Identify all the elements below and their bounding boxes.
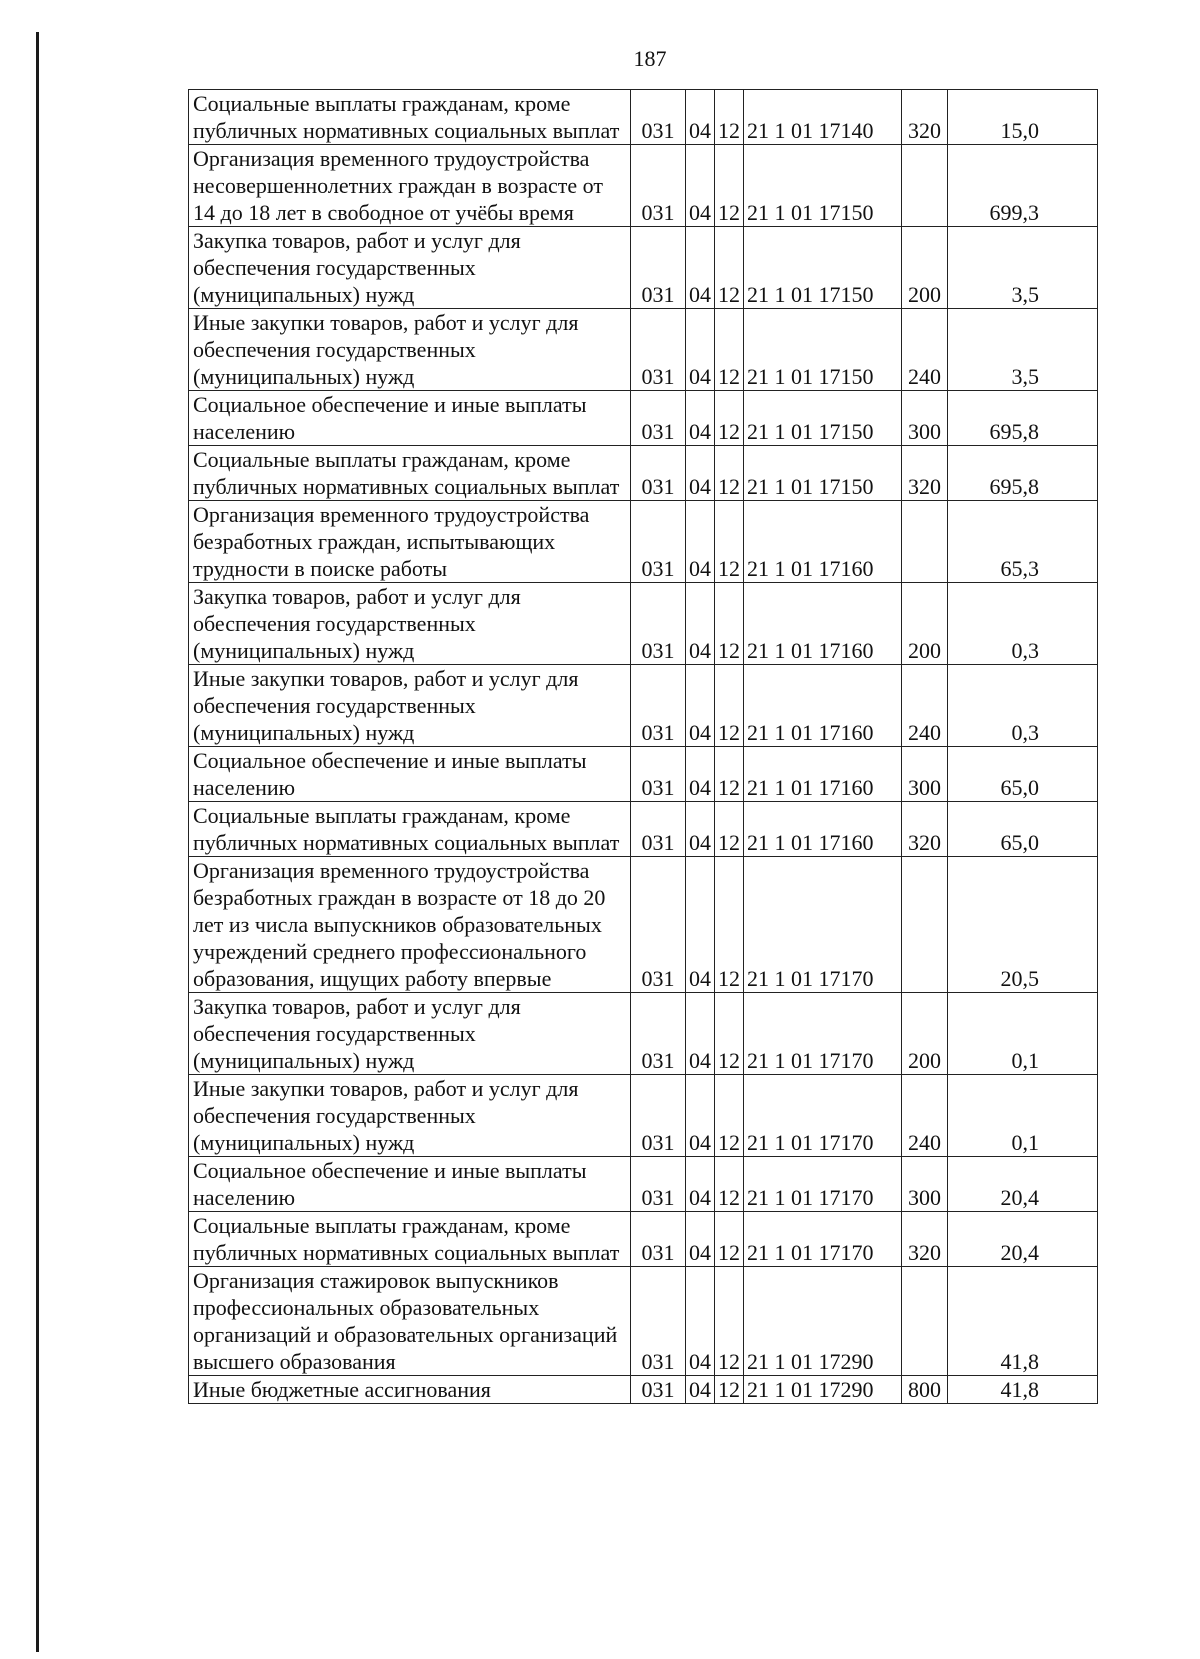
row-name: Организация временного трудоустройства несовершеннолетних граждан в возрасте от 14 до 18 лет в свободное от учёбы время <box>189 145 631 227</box>
table-row <box>189 391 1098 446</box>
row-rz: 04 <box>686 446 715 501</box>
row-name: Иные закупки товаров, работ и услуг для обеспечения государственных (муниципальных) нужд <box>189 309 631 391</box>
row-vr: 200 <box>902 993 948 1075</box>
row-sum: 20,4 <box>948 1212 1098 1267</box>
row-sum: 65,0 <box>948 747 1098 802</box>
row-ved: 031 <box>631 227 686 309</box>
row-rz: 04 <box>686 501 715 583</box>
row-pr: 12 <box>715 227 744 309</box>
row-csr: 21 1 01 17150 <box>744 227 902 309</box>
row-vr <box>902 1267 948 1376</box>
row-vr <box>902 145 948 227</box>
row-pr: 12 <box>715 90 744 145</box>
table-row <box>189 802 1098 857</box>
row-pr: 12 <box>715 145 744 227</box>
row-name: Закупка товаров, работ и услуг для обеспечения государственных (муниципальных) нужд <box>189 993 631 1075</box>
row-csr: 21 1 01 17170 <box>744 993 902 1075</box>
row-ved: 031 <box>631 1376 686 1404</box>
row-name: Иные закупки товаров, работ и услуг для обеспечения государственных (муниципальных) нужд <box>189 1075 631 1157</box>
row-rz: 04 <box>686 747 715 802</box>
row-vr: 320 <box>902 446 948 501</box>
row-rz: 04 <box>686 665 715 747</box>
row-csr: 21 1 01 17160 <box>744 747 902 802</box>
row-name: Социальные выплаты гражданам, кроме публичных нормативных социальных выплат <box>189 90 631 145</box>
table-row <box>189 446 1098 501</box>
row-rz: 04 <box>686 145 715 227</box>
row-vr: 320 <box>902 1212 948 1267</box>
row-ved: 031 <box>631 747 686 802</box>
row-pr: 12 <box>715 391 744 446</box>
row-vr: 800 <box>902 1376 948 1404</box>
left-margin-line <box>36 32 39 1652</box>
table-row <box>189 1157 1098 1212</box>
row-ved: 031 <box>631 583 686 665</box>
row-vr <box>902 501 948 583</box>
row-pr: 12 <box>715 857 744 993</box>
row-sum: 0,1 <box>948 1075 1098 1157</box>
row-sum: 695,8 <box>948 446 1098 501</box>
table-row <box>189 665 1098 747</box>
page-number: 187 <box>633 46 667 71</box>
row-rz: 04 <box>686 90 715 145</box>
row-pr: 12 <box>715 802 744 857</box>
row-name: Организация стажировок выпускников профессиональных образовательных организаций и образовательных организаций высшего образования <box>189 1267 631 1376</box>
row-vr: 200 <box>902 227 948 309</box>
row-sum: 0,3 <box>948 665 1098 747</box>
row-sum: 3,5 <box>948 309 1098 391</box>
row-rz: 04 <box>686 1267 715 1376</box>
row-pr: 12 <box>715 1376 744 1404</box>
row-pr: 12 <box>715 1212 744 1267</box>
table-row <box>189 1376 1098 1404</box>
row-name: Организация временного трудоустройства безработных граждан, испытывающих трудности в поиске работы <box>189 501 631 583</box>
row-csr: 21 1 01 17170 <box>744 857 902 993</box>
row-vr <box>902 857 948 993</box>
row-rz: 04 <box>686 857 715 993</box>
table-row <box>189 993 1098 1075</box>
row-ved: 031 <box>631 391 686 446</box>
row-pr: 12 <box>715 1267 744 1376</box>
row-ved: 031 <box>631 857 686 993</box>
row-ved: 031 <box>631 993 686 1075</box>
row-name: Иные бюджетные ассигнования <box>189 1376 631 1404</box>
row-csr: 21 1 01 17150 <box>744 391 902 446</box>
row-ved: 031 <box>631 309 686 391</box>
row-ved: 031 <box>631 1267 686 1376</box>
row-pr: 12 <box>715 1157 744 1212</box>
table-row <box>189 583 1098 665</box>
row-ved: 031 <box>631 665 686 747</box>
table-row <box>189 90 1098 145</box>
row-sum: 15,0 <box>948 90 1098 145</box>
row-rz: 04 <box>686 391 715 446</box>
row-csr: 21 1 01 17150 <box>744 145 902 227</box>
row-vr: 240 <box>902 1075 948 1157</box>
row-sum: 20,4 <box>948 1157 1098 1212</box>
row-vr: 300 <box>902 391 948 446</box>
row-vr: 300 <box>902 747 948 802</box>
row-rz: 04 <box>686 993 715 1075</box>
row-sum: 0,1 <box>948 993 1098 1075</box>
row-sum: 65,0 <box>948 802 1098 857</box>
budget-table <box>188 89 1098 1404</box>
row-sum: 699,3 <box>948 145 1098 227</box>
row-ved: 031 <box>631 1212 686 1267</box>
row-vr: 320 <box>902 802 948 857</box>
row-pr: 12 <box>715 501 744 583</box>
row-rz: 04 <box>686 1157 715 1212</box>
row-sum: 3,5 <box>948 227 1098 309</box>
row-pr: 12 <box>715 446 744 501</box>
row-name: Социальные выплаты гражданам, кроме публичных нормативных социальных выплат <box>189 1212 631 1267</box>
row-rz: 04 <box>686 309 715 391</box>
row-ved: 031 <box>631 145 686 227</box>
row-sum: 65,3 <box>948 501 1098 583</box>
row-csr: 21 1 01 17140 <box>744 90 902 145</box>
row-name: Социальное обеспечение и иные выплаты населению <box>189 391 631 446</box>
row-sum: 41,8 <box>948 1376 1098 1404</box>
table-row <box>189 501 1098 583</box>
row-csr: 21 1 01 17160 <box>744 501 902 583</box>
row-pr: 12 <box>715 1075 744 1157</box>
row-name: Закупка товаров, работ и услуг для обеспечения государственных (муниципальных) нужд <box>189 583 631 665</box>
row-pr: 12 <box>715 747 744 802</box>
table-row <box>189 309 1098 391</box>
row-vr: 300 <box>902 1157 948 1212</box>
table-row <box>189 747 1098 802</box>
row-ved: 031 <box>631 1075 686 1157</box>
row-sum: 0,3 <box>948 583 1098 665</box>
row-csr: 21 1 01 17170 <box>744 1075 902 1157</box>
row-csr: 21 1 01 17170 <box>744 1212 902 1267</box>
row-csr: 21 1 01 17160 <box>744 665 902 747</box>
row-vr: 320 <box>902 90 948 145</box>
row-ved: 031 <box>631 501 686 583</box>
row-ved: 031 <box>631 90 686 145</box>
table-row <box>189 857 1098 993</box>
row-csr: 21 1 01 17160 <box>744 583 902 665</box>
row-vr: 200 <box>902 583 948 665</box>
row-rz: 04 <box>686 1376 715 1404</box>
row-csr: 21 1 01 17150 <box>744 309 902 391</box>
row-pr: 12 <box>715 665 744 747</box>
row-name: Социальное обеспечение и иные выплаты населению <box>189 747 631 802</box>
row-ved: 031 <box>631 1157 686 1212</box>
row-csr: 21 1 01 17160 <box>744 802 902 857</box>
row-vr: 240 <box>902 309 948 391</box>
row-ved: 031 <box>631 446 686 501</box>
row-pr: 12 <box>715 309 744 391</box>
row-csr: 21 1 01 17170 <box>744 1157 902 1212</box>
row-rz: 04 <box>686 1212 715 1267</box>
row-csr: 21 1 01 17290 <box>744 1376 902 1404</box>
row-name: Социальное обеспечение и иные выплаты населению <box>189 1157 631 1212</box>
table-row <box>189 145 1098 227</box>
row-pr: 12 <box>715 993 744 1075</box>
row-sum: 20,5 <box>948 857 1098 993</box>
row-ved: 031 <box>631 802 686 857</box>
row-name: Иные закупки товаров, работ и услуг для обеспечения государственных (муниципальных) нужд <box>189 665 631 747</box>
row-name: Социальные выплаты гражданам, кроме публичных нормативных социальных выплат <box>189 446 631 501</box>
row-name: Социальные выплаты гражданам, кроме публичных нормативных социальных выплат <box>189 802 631 857</box>
table-body <box>189 90 1098 1404</box>
row-rz: 04 <box>686 227 715 309</box>
table-row <box>189 1212 1098 1267</box>
row-rz: 04 <box>686 583 715 665</box>
table-row <box>189 1267 1098 1376</box>
row-name: Закупка товаров, работ и услуг для обеспечения государственных (муниципальных) нужд <box>189 227 631 309</box>
row-csr: 21 1 01 17290 <box>744 1267 902 1376</box>
table-row <box>189 1075 1098 1157</box>
row-rz: 04 <box>686 1075 715 1157</box>
row-sum: 41,8 <box>948 1267 1098 1376</box>
row-vr: 240 <box>902 665 948 747</box>
row-rz: 04 <box>686 802 715 857</box>
row-pr: 12 <box>715 583 744 665</box>
row-name: Организация временного трудоустройства безработных граждан в возрасте от 18 до 20 лет из числа выпускников образовательных учреждений среднего профессионального образования, ищущих работу впервые <box>189 857 631 993</box>
row-sum: 695,8 <box>948 391 1098 446</box>
table-row <box>189 227 1098 309</box>
row-csr: 21 1 01 17150 <box>744 446 902 501</box>
